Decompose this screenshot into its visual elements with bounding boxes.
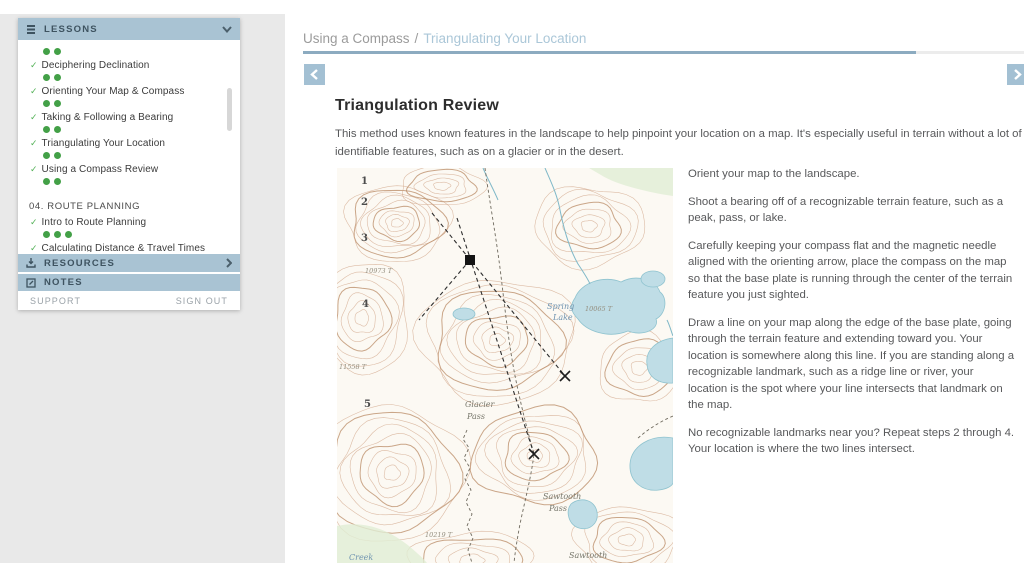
sawtooth-pass-label: Sawtooth — [543, 492, 582, 501]
map-grid-number: 3 — [361, 233, 368, 244]
elevation-label: 10065 T — [585, 305, 613, 313]
sidebar-footer — [18, 291, 240, 310]
lesson-title: Orienting Your Map & Compass — [41, 85, 185, 97]
glacier-pass-label: Pass — [467, 412, 486, 421]
pond — [453, 308, 475, 320]
snowfield — [568, 500, 597, 529]
stream — [667, 320, 673, 336]
breadcrumb-separator: / — [414, 31, 419, 46]
elevation-label: 10973 T — [365, 267, 393, 275]
lesson-item[interactable] — [18, 163, 240, 175]
your-position-marker — [465, 255, 475, 265]
lesson-item[interactable] — [18, 216, 240, 228]
map-grid-number: 5 — [364, 399, 371, 410]
creek-label: Creek — [349, 553, 374, 562]
trail — [637, 416, 673, 439]
lesson-title: Intro to Route Planning — [41, 216, 147, 228]
notes-icon — [26, 278, 36, 288]
step-paragraph: Carefully keeping your compass flat and the magnetic needle aligned with the orienting arrow, place the compass on the map so that the base plate is running through the center of the terrain feature you just sighted. — [688, 239, 1013, 302]
map-grid-number: 4 — [362, 299, 369, 310]
lesson-list-scrollbar[interactable] — [227, 88, 232, 131]
intro-paragraph: This method uses known features in the landscape to help pinpoint your location on a map. It's especially useful in terrain without a lot of identifiable features, such as on a glacier or in the desert. — [335, 128, 1022, 158]
course-progress-fill — [303, 51, 916, 54]
lesson-title: Using a Compass Review — [41, 163, 159, 175]
resources-icon — [26, 258, 36, 268]
pond — [641, 271, 665, 287]
elevation-label: 11558 T — [339, 363, 367, 371]
sawtooth-label: Sawtooth — [569, 551, 608, 560]
spring-lake-label: Spring — [547, 302, 575, 311]
breadcrumb — [303, 31, 586, 46]
check-icon: ✓ — [30, 216, 38, 227]
lesson-progress-dots — [43, 126, 240, 133]
lesson-title: Calculating Distance & Travel Times — [41, 242, 206, 252]
lake — [630, 437, 673, 490]
notes-header-label: NOTES — [44, 277, 83, 288]
lesson-list — [18, 40, 240, 252]
lake — [647, 338, 673, 383]
lesson-item[interactable] — [18, 59, 240, 71]
chevron-right-icon — [226, 258, 232, 268]
check-icon: ✓ — [30, 137, 38, 148]
lessons-icon — [26, 24, 36, 34]
lesson-item[interactable] — [18, 85, 240, 97]
breadcrumb-current-lesson: Triangulating Your Location — [423, 31, 587, 46]
support-link[interactable]: SUPPORT — [30, 295, 82, 306]
chevron-down-icon — [222, 26, 232, 33]
chevron-right-icon — [1013, 69, 1022, 80]
next-lesson-button[interactable] — [1007, 64, 1024, 85]
lesson-title: Triangulating Your Location — [41, 137, 166, 149]
sidebar — [18, 18, 240, 310]
lesson-progress-dots — [43, 74, 240, 81]
lesson-progress-dots — [43, 100, 240, 107]
instruction-steps — [688, 166, 1015, 469]
stream — [545, 168, 590, 284]
resources-section-header[interactable] — [18, 254, 240, 272]
check-icon: ✓ — [30, 59, 38, 70]
stream — [483, 168, 498, 200]
lesson-item[interactable] — [18, 242, 240, 252]
glacier-pass-label: Glacier — [465, 400, 495, 409]
module-section-header: 04. ROUTE PLANNING — [29, 201, 141, 212]
check-icon: ✓ — [30, 111, 38, 122]
topographic-map-image — [337, 168, 673, 563]
lesson-progress-dots — [43, 48, 240, 55]
lessons-header-label: LESSONS — [44, 23, 98, 35]
check-icon: ✓ — [30, 85, 38, 96]
terrain-feature-x-mark — [560, 371, 570, 381]
breadcrumb-course-link[interactable]: Using a Compass — [303, 31, 410, 46]
step-paragraph: Orient your map to the landscape. — [688, 168, 860, 180]
sign-out-link[interactable]: SIGN OUT — [175, 295, 228, 306]
lesson-progress-dots — [43, 178, 240, 185]
spring-lake-label: Lake — [553, 313, 573, 322]
sawtooth-pass-label: Pass — [549, 504, 568, 513]
lesson-title: Taking & Following a Bearing — [41, 111, 174, 123]
lesson-progress-dots — [43, 152, 240, 159]
lesson-progress-dots — [43, 231, 240, 238]
notes-section-header[interactable] — [18, 274, 240, 291]
lesson-title: Deciphering Declination — [41, 59, 150, 71]
chevron-left-icon — [310, 69, 319, 80]
step-paragraph: Draw a line on your map along the edge of the base plate, going through the terrain feature and extending toward you. Your location is somewhere along this line. If you are standing along a recognizable landmark, such as a ridge line or river, your location is the spot where your line intersects that landmark on the map. — [688, 316, 1015, 412]
course-progress-bar — [303, 51, 1024, 54]
lesson-item[interactable] — [18, 137, 240, 149]
step-paragraph: No recognizable landmarks near you? Repeat steps 2 through 4. Your location is where the two lines intersect. — [688, 426, 1015, 456]
map-grid-number: 1 — [361, 176, 368, 187]
page-title: Triangulation Review — [335, 97, 500, 114]
previous-lesson-button[interactable] — [304, 64, 325, 85]
elevation-label: 10219 T — [425, 531, 453, 539]
map-grid-number: 2 — [361, 197, 368, 208]
lessons-section-header[interactable] — [18, 18, 240, 40]
main-content-panel — [285, 0, 1024, 563]
lesson-item[interactable] — [18, 111, 240, 123]
check-icon: ✓ — [30, 163, 38, 174]
resources-header-label: RESOURCES — [44, 257, 115, 269]
check-icon: ✓ — [30, 242, 38, 252]
step-paragraph: Shoot a bearing off of a recognizable terrain feature, such as a peak, pass, or lake. — [688, 195, 1004, 225]
